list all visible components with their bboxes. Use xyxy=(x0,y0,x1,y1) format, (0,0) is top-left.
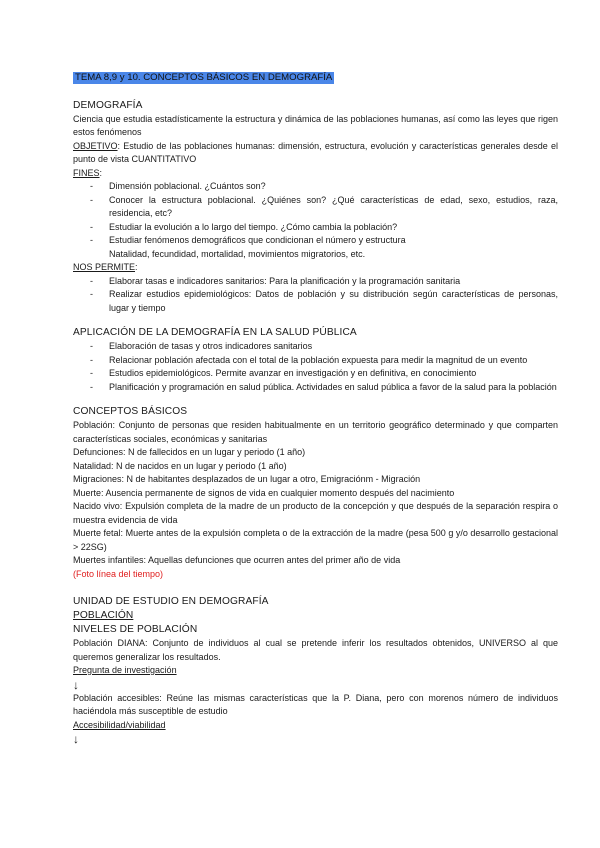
concept-line: Población: Conjunto de personas que residen habitualmente en un territorio geográfico determinado y que comparten características sociales, económicas y sanitarias xyxy=(73,420,558,444)
poblacion-accesibles: Población accesibles: Reúne las mismas características que la P. Diana, pero con morenos número de individuos haciéndola más susceptible de estudio xyxy=(73,692,558,716)
demografia-definition: Ciencia que estudia estadísticamente la estructura y dinámica de las poblaciones humanas, así como las leyes que rigen estos fenómenos xyxy=(73,113,558,137)
list-item: - Relacionar población afectada con el total de la población expuesta para medir la magnitud de un evento xyxy=(73,354,558,368)
list-item: - Planificación y programación en salud pública. Actividades en salud pública a favor de la salud para la población xyxy=(73,381,558,395)
fines-extra: Natalidad, fecundidad, mortalidad, movimientos migratorios, etc. xyxy=(109,248,366,259)
fines-label: FINES xyxy=(73,167,100,178)
document-title xyxy=(73,71,558,85)
nos-permite-list xyxy=(73,275,558,316)
list-item: - Elaboración de tasas y otros indicadores sanitarios xyxy=(73,340,558,354)
list-item: - Dimensión poblacional. ¿Cuántos son? xyxy=(73,180,558,194)
section-heading-conceptos: CONCEPTOS BÁSICOS xyxy=(73,406,188,417)
down-arrow-icon: ↓ xyxy=(73,732,79,746)
list-item: - Estudiar la evolución a lo largo del tiempo. ¿Cómo cambia la población? xyxy=(73,221,558,235)
objetivo-text: : Estudio de las poblaciones humanas: dimensión, estructura, evolución y características generales desde el punto de vista CUANTITATIVO xyxy=(73,140,558,164)
nos-permite-label: NOS PERMITE xyxy=(73,262,136,272)
concept-line: Defunciones: N de fallecidos en un lugar y periodo (1 año) xyxy=(73,447,306,457)
list-item: - Estudios epidemiológicos. Permite avanzar en investigación y en definitiva, en conocimiento xyxy=(73,367,558,381)
concept-line: Muerte fetal: Muerte antes de la expulsión completa o de la extracción de la madre (pesa 500 g y/o desarrollo gestacional > 22SG) xyxy=(73,528,558,552)
list-item: - Estudiar fenómenos demográficos que condicionan el número y estructura xyxy=(73,234,558,248)
list-item: - Realizar estudios epidemiológicos: Datos de población y su distribución según características de personas, lugar y tiempo xyxy=(73,288,558,315)
title-highlight: TEMA 8,9 y 10. CONCEPTOS BÁSICOS EN DEMOGRAFÍA xyxy=(75,72,333,83)
down-arrow-icon: ↓ xyxy=(73,677,79,692)
list-item: - Elaborar tasas e indicadores sanitarios: Para la planificación y la programación sanitaria xyxy=(73,275,558,289)
poblacion-diana: Población DIANA: Conjunto de individuos al cual se pretende inferir los resultados obtenidos, UNIVERSO al que queremos generalizar los resultados. xyxy=(73,638,558,662)
concept-line: Natalidad: N de nacidos en un lugar y periodo (1 año) xyxy=(73,460,287,471)
accesibilidad-viabilidad: Accesibilidad/viabilidad xyxy=(73,719,166,730)
objetivo-paragraph xyxy=(73,140,558,167)
niveles-subheading: NIVELES DE POBLACIÓN xyxy=(73,624,198,635)
concept-line: Muertes infantiles: Aquellas defunciones que ocurren antes del primer año de vida xyxy=(73,555,401,565)
section-heading-unidad: UNIDAD DE ESTUDIO EN DEMOGRAFÍA xyxy=(73,596,269,607)
photo-note: (Foto línea del tiempo) xyxy=(73,568,164,579)
document-content xyxy=(73,71,558,746)
pregunta-investigacion: Pregunta de investigación xyxy=(73,665,177,675)
fines-list xyxy=(73,180,558,248)
fines-heading: FINES: xyxy=(73,167,103,178)
concept-line: Nacido vivo: Expulsión completa de la madre de un producto de la concepción y que después de la separación respira o muestra evidencia de vida xyxy=(73,501,558,525)
section-heading-aplicacion: APLICACIÓN DE LA DEMOGRAFÍA EN LA SALUD PÚBLICA xyxy=(73,327,357,338)
concept-line: Muerte: Ausencia permanente de signos de vida en cualquier momento después del nacimiento xyxy=(73,487,455,498)
nos-permite-heading: NOS PERMITE: xyxy=(73,262,138,272)
poblacion-subheading: POBLACIÓN xyxy=(73,610,134,621)
aplicacion-list xyxy=(73,340,558,394)
section-heading-demografia: DEMOGRAFÍA xyxy=(73,99,143,111)
list-item: - Conocer la estructura poblacional. ¿Quiénes son? ¿Qué características de edad, sexo, estudios, raza, residencia, etc? xyxy=(73,194,558,221)
objetivo-label: OBJETIVO xyxy=(73,140,118,151)
concept-line: Migraciones: N de habitantes desplazados de un lugar a otro, Emigraciónm - Migración xyxy=(73,474,421,484)
